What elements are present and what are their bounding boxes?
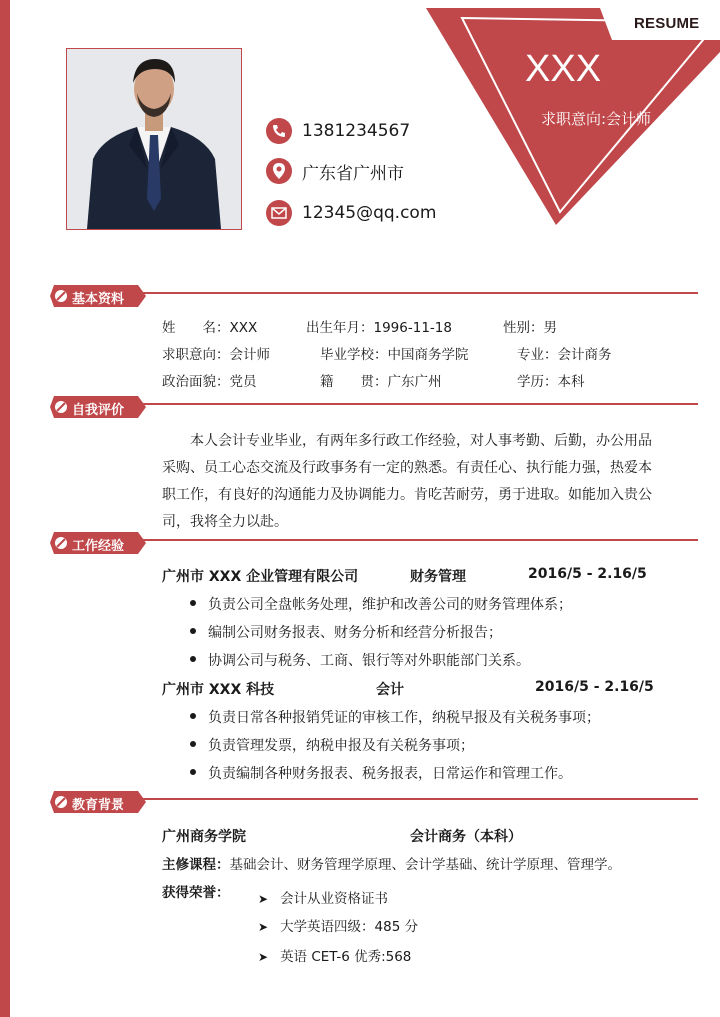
edu-honors-label: 获得荣誉： bbox=[162, 885, 230, 901]
section-header-self bbox=[50, 396, 698, 418]
section-title: 教育背景 bbox=[72, 798, 125, 813]
section-title: 工作经验 bbox=[72, 539, 125, 554]
basic-gender: 性别：男 bbox=[503, 320, 557, 336]
work-period: 2016/5 - 2.16/5 bbox=[528, 566, 647, 582]
basic-school: 毕业学校：中国商务学院 bbox=[320, 347, 469, 363]
section-divider bbox=[142, 539, 698, 541]
mail-icon bbox=[266, 200, 292, 226]
edu-school: 广州商务学院 bbox=[162, 829, 246, 845]
section-divider bbox=[142, 798, 698, 800]
work-company: 广州市 XXX 科技 bbox=[162, 682, 275, 698]
work-company: 广州市 XXX 企业管理有限公司 bbox=[162, 569, 359, 585]
basic-education: 学历：本科 bbox=[517, 374, 585, 390]
section-header-edu bbox=[50, 791, 698, 813]
work-period: 2016/5 - 2.16/5 bbox=[535, 679, 654, 695]
edu-courses: 主修课程：基础会计、财务管理学原理、会计学基础、统计学原理、管理学。 bbox=[162, 857, 621, 873]
work-role: 财务管理 bbox=[410, 569, 466, 585]
honor-item: ➤ 大学英语四级：485 分 bbox=[258, 919, 419, 935]
job-intent: 求职意向:会计师 bbox=[541, 110, 652, 128]
honor-item: ➤ 英语 CET-6 优秀:568 bbox=[258, 949, 412, 965]
phone-number: 1381234567 bbox=[302, 121, 411, 141]
person-avatar-icon bbox=[67, 49, 241, 229]
section-divider bbox=[142, 292, 698, 294]
arrow-bullet-icon: ➤ bbox=[258, 892, 269, 906]
profile-photo bbox=[66, 48, 242, 230]
edu-major: 会计商务（本科） bbox=[410, 829, 522, 845]
section-header-work bbox=[50, 532, 698, 554]
contact-phone bbox=[266, 117, 410, 145]
basic-major: 专业：会计商务 bbox=[517, 347, 612, 363]
candidate-name: XXX bbox=[525, 48, 602, 90]
location-pin-icon bbox=[266, 158, 292, 184]
contact-location bbox=[266, 157, 404, 185]
work-duty: 负责公司全盘帐务处理，维护和改善公司的财务管理体系； bbox=[190, 594, 572, 614]
work-duty: 负责管理发票，纳税申报及有关税务事项； bbox=[190, 735, 474, 755]
basic-intent: 求职意向：会计师 bbox=[162, 347, 270, 363]
resume-word: RESUME bbox=[634, 15, 700, 32]
basic-native: 籍 贯：广东广州 bbox=[320, 374, 442, 390]
basic-birth: 出生年月：1996-11-18 bbox=[306, 320, 452, 336]
self-evaluation-text: 本人会计专业毕业，有两年多行政工作经验，对人事考勤、后勤，办公用品采购、员工心态交流及行政事务有一定的熟悉。有责任心、执行能力强，热爱本职工作，有良好的沟通能力及协调能力。肯吃苦耐劳，勇于进取。如能加入贵公司，我将全力以赴。 bbox=[162, 433, 652, 530]
arrow-bullet-icon: ➤ bbox=[258, 950, 269, 964]
location-text: 广东省广州市 bbox=[302, 163, 404, 184]
arrow-bullet-icon: ➤ bbox=[258, 920, 269, 934]
work-duty: 负责编制各种财务报表、税务报表，日常运作和管理工作。 bbox=[190, 763, 572, 783]
honor-item: ➤ 会计从业资格证书 bbox=[258, 891, 389, 907]
section-title: 基本资料 bbox=[72, 292, 125, 307]
work-role: 会计 bbox=[376, 682, 404, 698]
section-title: 自我评价 bbox=[72, 403, 125, 418]
basic-name: 姓 名：XXX bbox=[162, 320, 258, 336]
contact-email bbox=[266, 199, 436, 227]
work-duty: 协调公司与税务、工商、银行等对外职能部门关系。 bbox=[190, 650, 530, 670]
email-address: 12345@qq.com bbox=[302, 203, 437, 223]
basic-political: 政治面貌：党员 bbox=[162, 374, 257, 390]
work-duty: 编制公司财务报表、财务分析和经营分析报告； bbox=[190, 622, 502, 642]
section-divider bbox=[142, 403, 698, 405]
section-header-basic bbox=[50, 285, 698, 307]
work-duty: 负责日常各种报销凭证的审核工作，纳税早报及有关税务事项； bbox=[190, 707, 600, 727]
phone-icon bbox=[266, 118, 292, 144]
